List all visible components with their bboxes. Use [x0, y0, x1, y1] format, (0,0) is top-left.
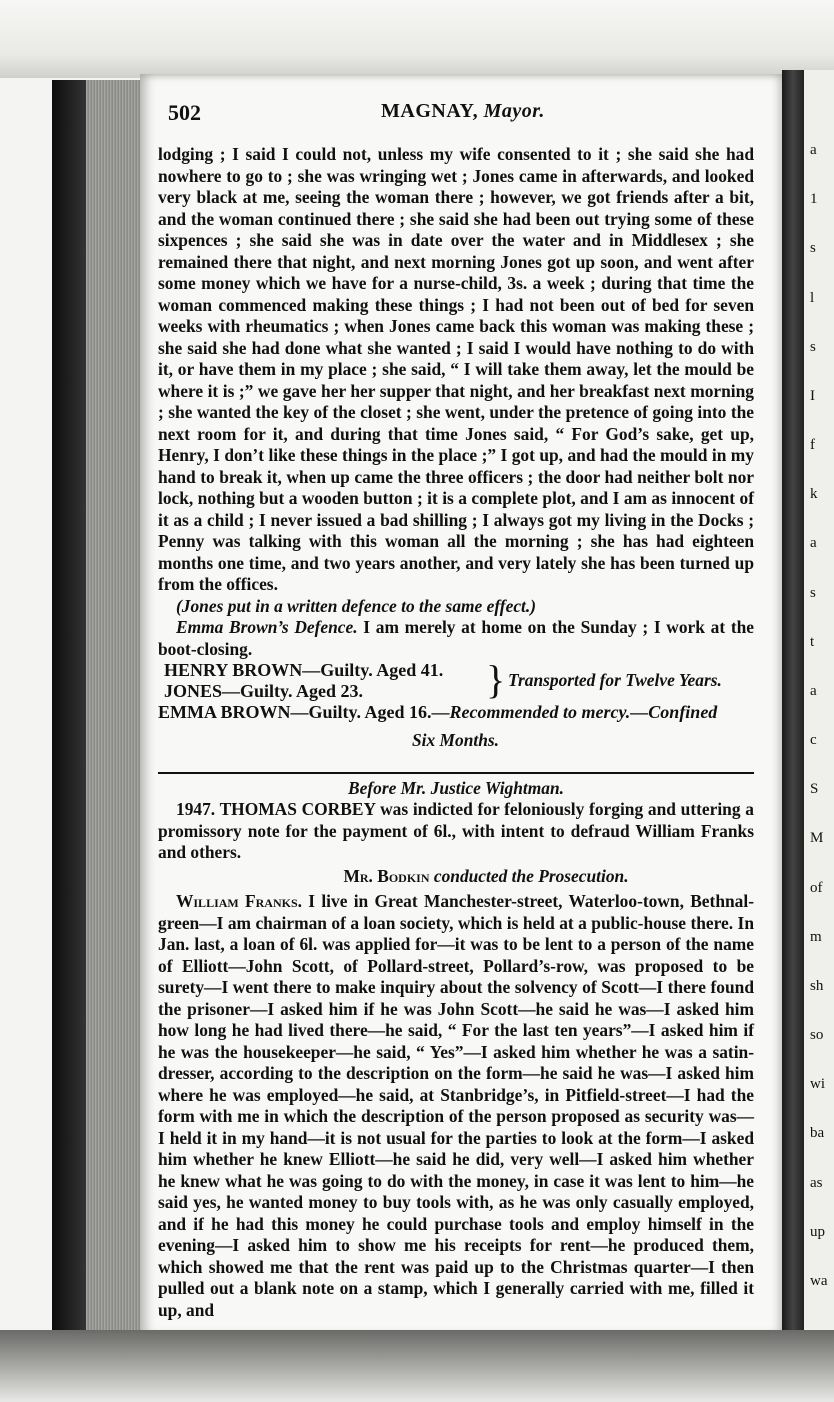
facing-page-letter: s: [810, 584, 816, 601]
verdict-emma-months: Six Months.: [412, 730, 499, 750]
facing-page-letter: f: [810, 437, 815, 453]
counsel-text: conducted the Prosecution.: [433, 865, 629, 886]
facing-page-letter: l: [810, 289, 815, 306]
counsel-line: [218, 866, 754, 888]
page-body: [158, 144, 754, 1321]
running-head-title: Mayor.: [483, 100, 545, 122]
verdict-emma-brown: [158, 702, 717, 724]
facing-page-fragment: [804, 70, 834, 1340]
brace-symbol: }: [486, 657, 506, 702]
facing-page-letter: s: [810, 338, 816, 355]
facing-page-letter: 1: [810, 191, 818, 208]
book-spine-shadow: [52, 80, 90, 1340]
facing-page-letter: so: [810, 1027, 824, 1043]
facing-page-letter: s: [810, 240, 816, 257]
counsel-name: Mr. Bodkin: [343, 865, 430, 886]
running-head-name: MAGNAY,: [381, 100, 479, 122]
running-head: [168, 100, 758, 123]
facing-page-letter: I: [810, 387, 815, 404]
sentence-text: Transported for Twelve Years.: [508, 670, 722, 690]
facing-page-letter: up: [810, 1223, 825, 1240]
verdict-henry-brown: HENRY BROWN—Guilty. Aged 41.: [164, 660, 444, 680]
jones-defence-note: (Jones put in a written defence to the same effect.): [176, 595, 537, 616]
facing-page-letter: a: [810, 142, 817, 158]
judge-heading: Before Mr. Justice Wightman.: [348, 777, 564, 798]
verdict-emma-name: EMMA BROWN—Guilty. Aged 16.—: [158, 702, 450, 722]
facing-page-letter: c: [810, 732, 817, 748]
page-edges: [86, 80, 142, 1335]
facing-page-letter: of: [810, 879, 823, 896]
page-header: [168, 100, 758, 128]
witness-testimony: [158, 891, 754, 1321]
facing-page-letter: wa: [810, 1272, 828, 1289]
facing-page-letter: S: [810, 781, 819, 798]
verdict-emma-recommend: Recommended to mercy.—Confined: [449, 702, 718, 722]
indictment-text: THOMAS CORBEY was indicted for feloniously forging and uttering a promissory note for the payment of 6l., with intent to defraud William Franks and others.: [158, 799, 754, 862]
book-gutter: [782, 70, 804, 1340]
case-number: 1947.: [176, 799, 216, 819]
facing-page-letter: a: [810, 535, 817, 552]
facing-page-letter: t: [810, 633, 815, 650]
scan-bottom-margin: [0, 1330, 834, 1402]
verdicts-block: [158, 657, 754, 726]
facing-page-letter: wi: [810, 1076, 825, 1093]
defence-statement: lodging ; I said I could not, unless my wife consented to it ; she said she had nowhere to go to ; she was wringing wet ; Jones came in afterwards, and looked very black at me, seeing the woman there ; however, we got friends after a bit, and the woman continued there ; she said she had been out trying some of these sixpences ; she said she was in date over the water and in Middlesex ; she remained there that night, and next morning Jones got up soon, and went after some money which we have for a nurse-child, 3s. a week ; during that time the woman commenced making these things ; I had not been out of bed for seven weeks with rheumatics ; when Jones came back this woman was making these ; she said she had done what she wanted ; I said I would have nothing to do with it, or have them in my place ; she said, “ I will take them away, let the mould be where it is ;” we gave her her supper that night, and her breakfast next morning ; she wanted the key of the closet ; she went, under the pretence of going into the next room for it, and during that time Jones said, “ For God’s sake, get up, Henry, I don’t like these things in the place ;” I got up, and had the mould in my hand to break it, when up came the three officers ; the door had neither bolt nor lock, nothing but a wooden button ; it is a complete plot, and I am as innocent of it as a child ; I never issued a bad shilling ; I always got my living in the Docks ; Penny was talking with this woman all the morning ; she has had eighteen months one time, and two years another, and very lately she has been turned up from the offices.: [158, 144, 754, 594]
facing-page-letter: sh: [810, 977, 824, 994]
scan-top-margin: [0, 0, 834, 78]
testimony-text: I live in Great Manchester-street, Waterloo-town, Bethnal-green—I am chairman of a loan society, which is held at a public-house there. In Jan. last, a loan of 6l. was applied for—it was to be lent to a person of the name of Elliott—John Scott, of Pollard-street, Pollard’s-row, was proposed to be surety—I went there to make inquiry about the solvency of Scott—I there found the prisoner—I asked him if he was John Scott—he said he was—I asked him how long he had lived there—he said, “ For the last ten years”—I asked him if he was the housekeeper—he said, “ Yes”—I asked him whether he was a satin-dresser, according to the description on the form—he said he was—I asked him where he was employed—he said, at Stanbridge’s, in Pitfield-street—I had the form with me in which the description of the person proposed as security was—I held it in my hand—it is not usual for the parties to look at the form—I asked him whether he knew Elliott—he said he did, very well—I asked him whether he knew what he was going to do with the money, in case it was lent to him—he said yes, he wanted money to buy tools with, as he was only casually employed, and if he had this money he could purchase tools and employ himself in the evening—I asked him to show me his receipts for rent—he produced them, which showed me that the rent was paid up to the Christmas quarter—I then pulled out a blank note on a stamp, which I generally carried with me, filled it up, and: [158, 891, 754, 1320]
facing-page-letter: k: [810, 486, 818, 503]
facing-page-letter: as: [810, 1174, 823, 1191]
section-divider: [158, 772, 754, 774]
page-number: 502: [168, 100, 201, 125]
verdict-jones: JONES—Guilty. Aged 23.: [164, 681, 364, 701]
facing-page-letter: ba: [810, 1125, 825, 1142]
facing-page-letter: m: [810, 928, 822, 945]
emma-defence: [158, 617, 754, 660]
case-indictment: [158, 799, 754, 864]
emma-defence-label: Emma Brown’s Defence.: [176, 617, 358, 637]
emma-defence-text: I am merely at home on the Sunday ; I work at the boot-closing.: [158, 617, 754, 659]
witness-name: William Franks.: [176, 891, 302, 911]
facing-page-letter: M: [810, 830, 824, 847]
facing-page-letter: a: [810, 682, 817, 699]
